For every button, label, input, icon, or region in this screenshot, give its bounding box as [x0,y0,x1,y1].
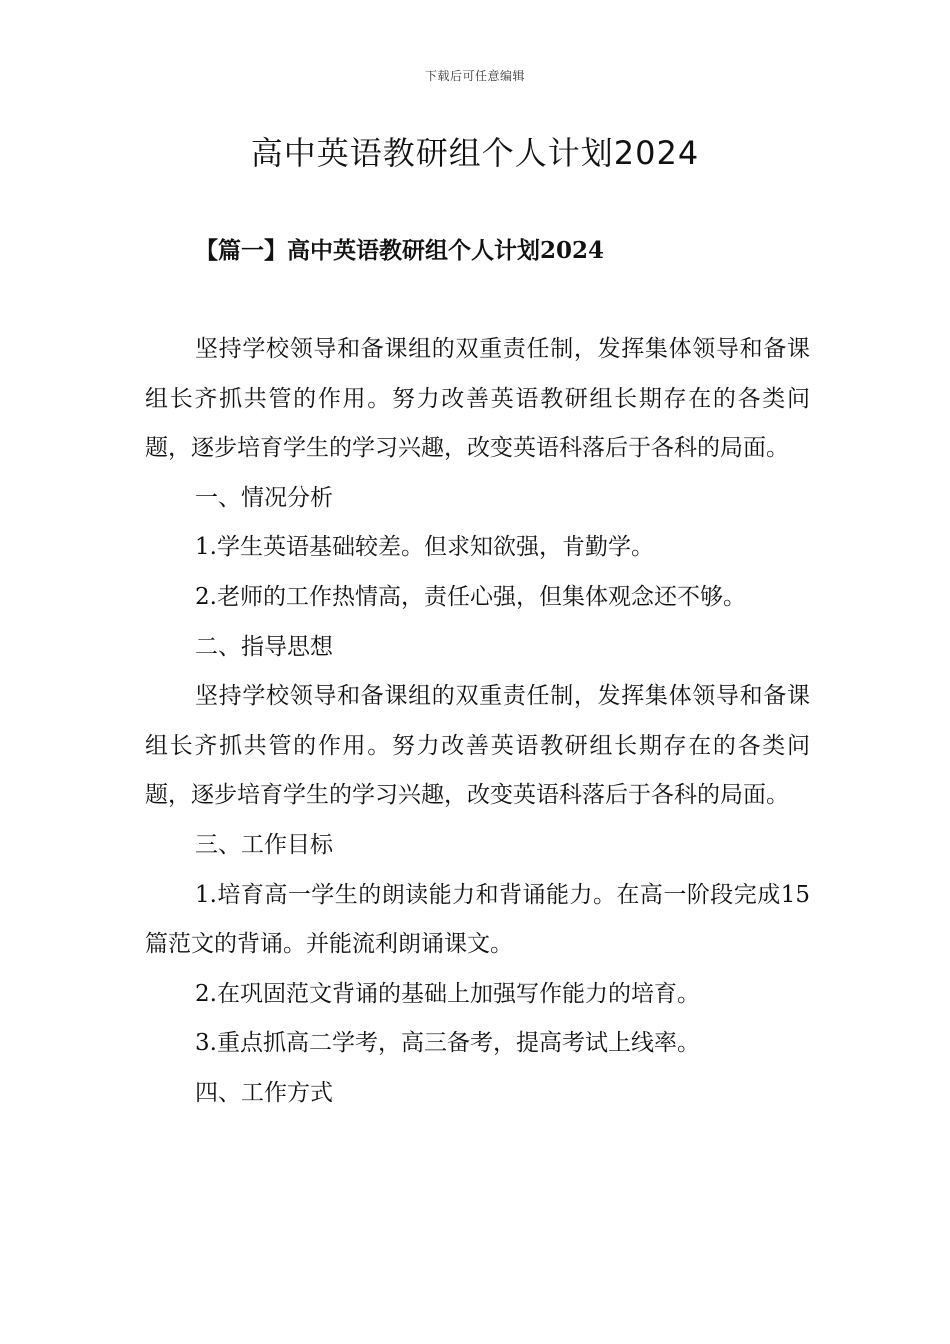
document-body [145,325,810,1119]
list-item: 1.学生英语基础较差。但求知欲强，肯勤学。 [195,534,654,561]
header-note: 下载后可任意编辑 [424,69,525,83]
list-item: 1.培育高一学生的朗读能力和背诵能力。在高一阶段完成15篇范文的背诵。并能流利朗诵课文。 [145,881,810,958]
intro-paragraph: 坚持学校领导和备课组的双重责任制，发挥集体领导和备课组长齐抓共管的作用。努力改善英语教研组长期存在的各类问题，逐步培育学生的学习兴趣，改变英语科落后于各科的局面。 [145,336,810,462]
list-item: 2.在巩固范文背诵的基础上加强写作能力的培育。 [195,980,700,1007]
document-title: 高中英语教研组个人计划2024 [250,134,700,172]
heading-guiding-ideology: 二、指导思想 [195,633,333,660]
list-item: 3.重点抓高二学考，高三备考，提高考试上线率。 [195,1030,700,1057]
heading-work-methods: 四、工作方式 [195,1079,333,1106]
list-item: 2.老师的工作热情高，责任心强，但集体观念还不够。 [195,583,746,610]
heading-work-goals: 三、工作目标 [195,831,333,858]
heading-situation-analysis: 一、情况分析 [195,484,333,511]
guiding-paragraph: 坚持学校领导和备课组的双重责任制，发挥集体领导和备课组长齐抓共管的作用。努力改善英语教研组长期存在的各类问题，逐步培育学生的学习兴趣，改变英语科落后于各科的局面。 [145,683,810,809]
section-heading: 【篇一】高中英语教研组个人计划2024 [195,237,605,264]
